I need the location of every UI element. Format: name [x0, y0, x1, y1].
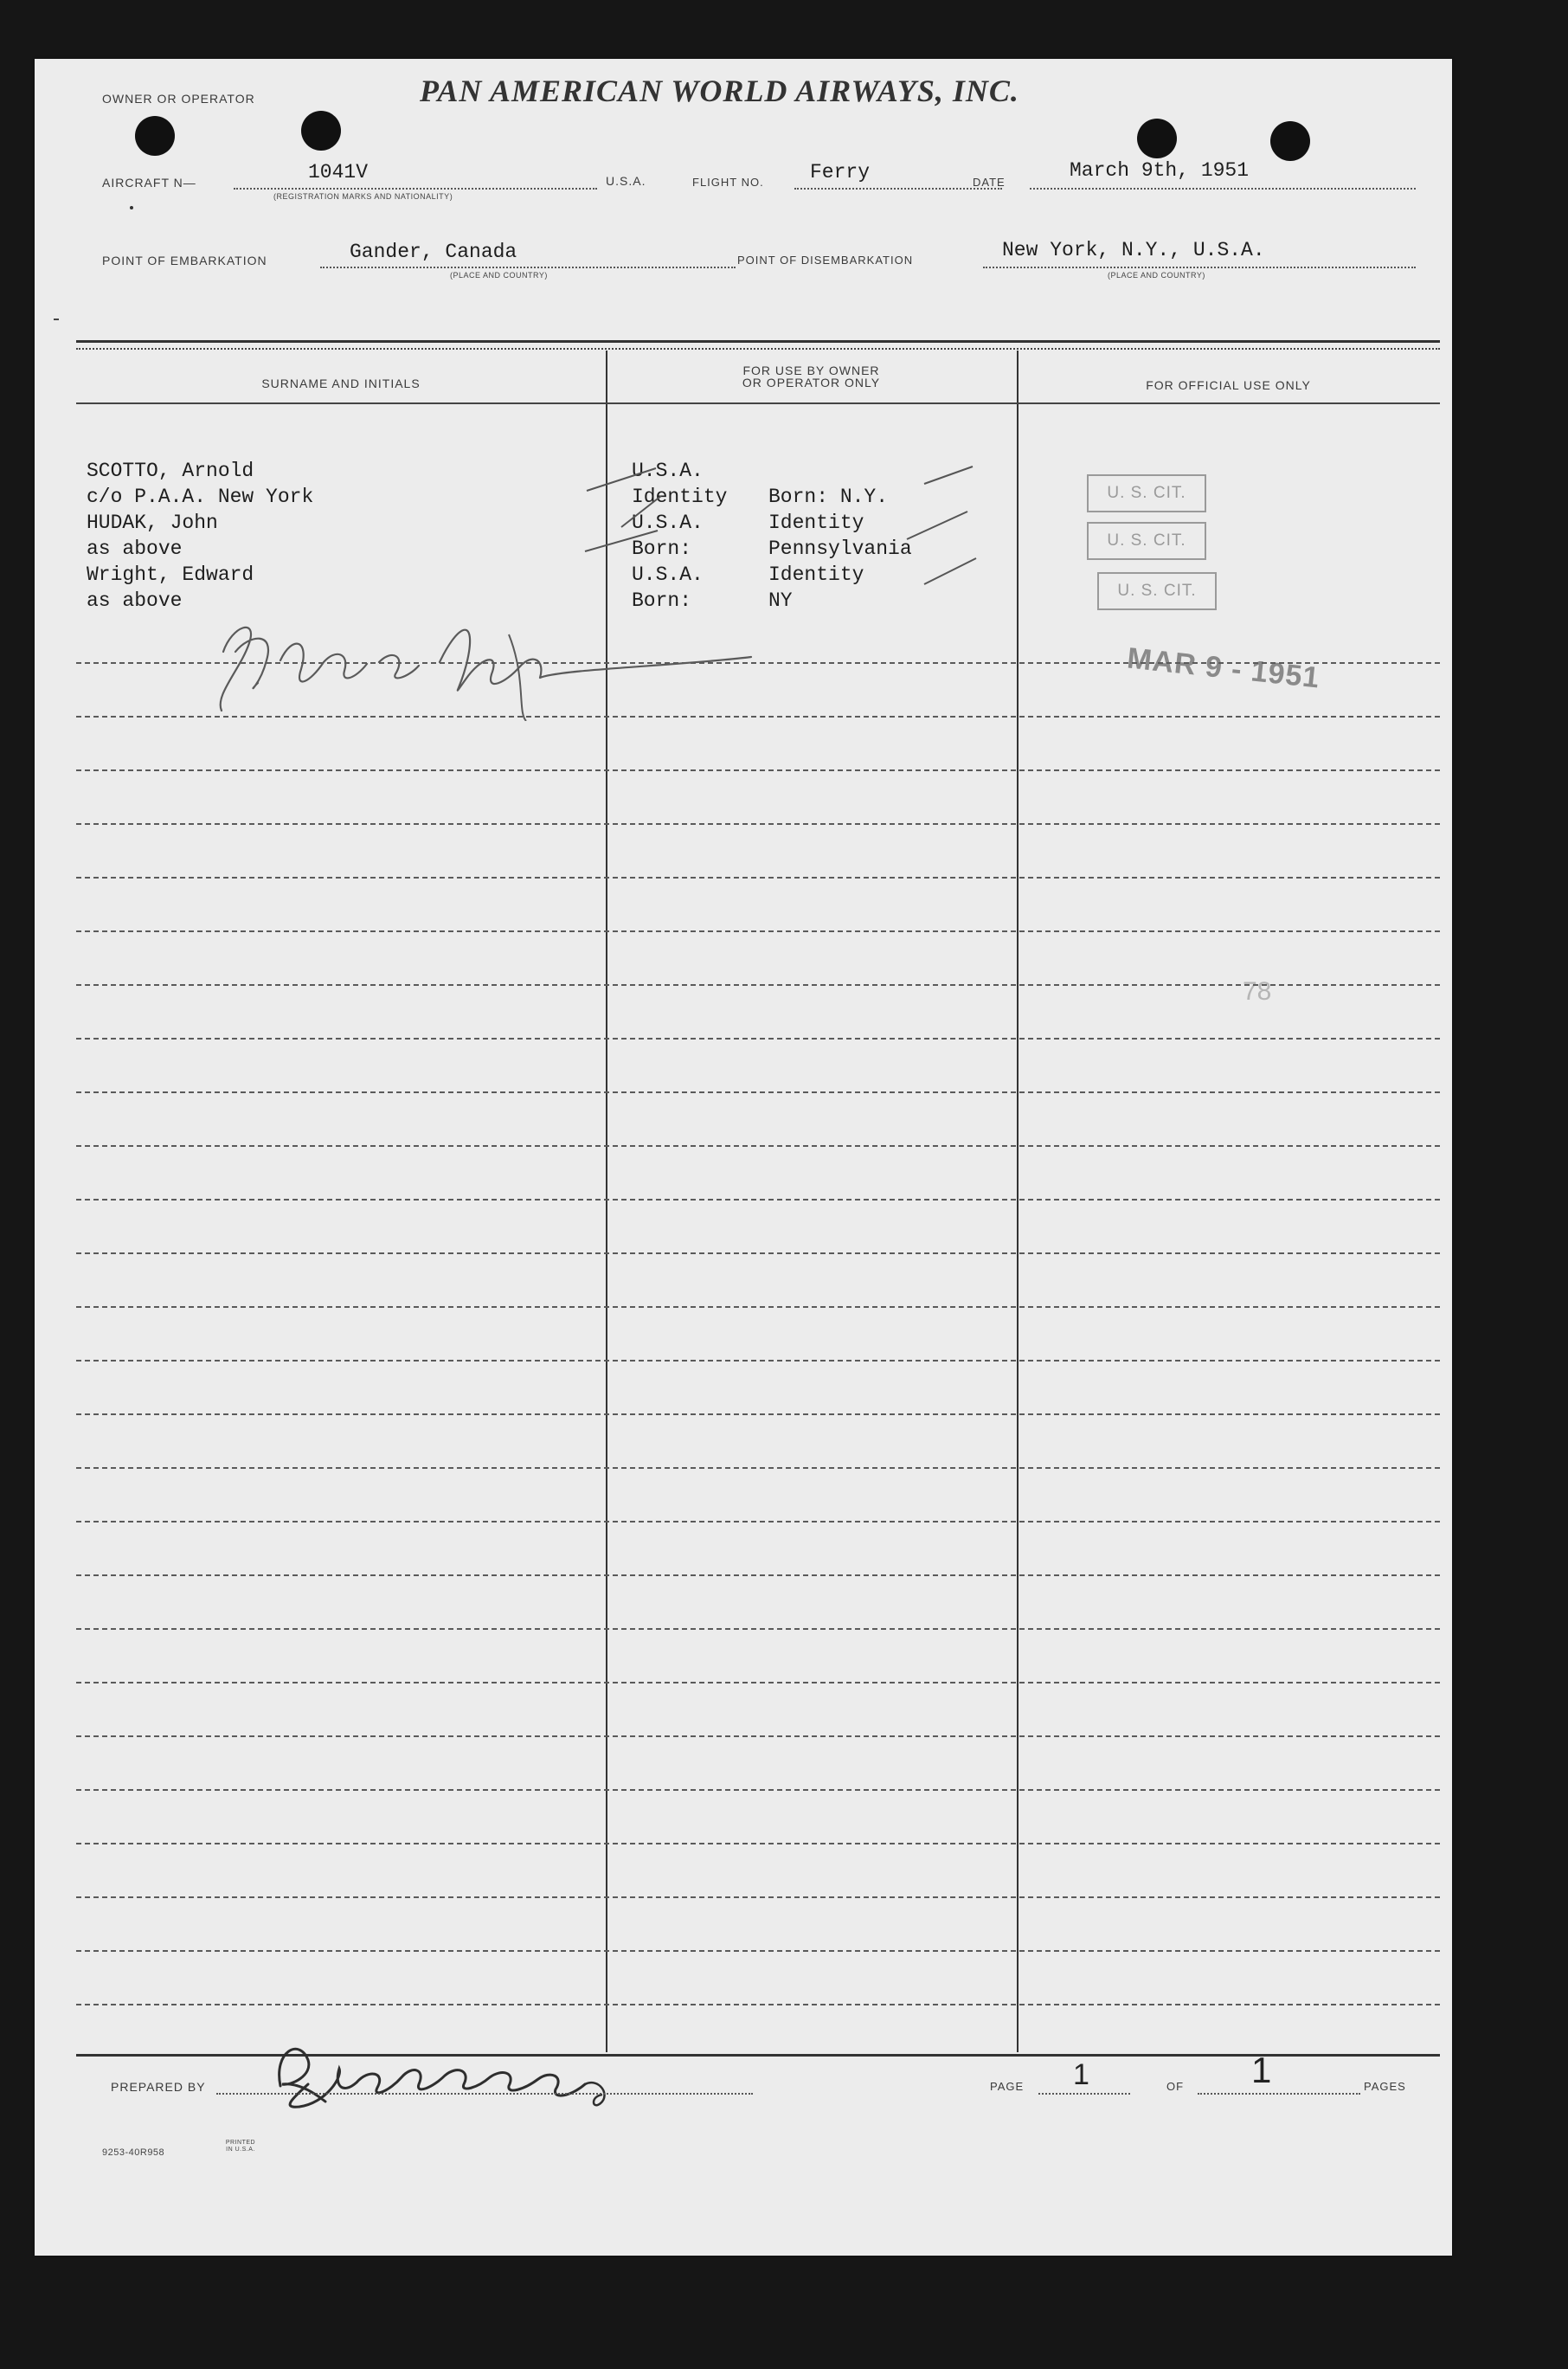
ruled-line: [76, 1306, 1440, 1308]
aircraft-label: AIRCRAFT N—: [102, 176, 196, 190]
header-separator: [76, 402, 1440, 404]
passenger-table: [76, 340, 1440, 2052]
of-label: OF: [1166, 2080, 1185, 2093]
disembark-value: New York, N.Y., U.S.A.: [1002, 239, 1265, 261]
owner-name: PAN AMERICAN WORLD AIRWAYS, INC.: [420, 74, 1019, 108]
ruled-line: [76, 716, 1440, 718]
ruled-line: [76, 2004, 1440, 2005]
embark-fill-line: [320, 267, 736, 268]
ruled-line: [76, 1682, 1440, 1683]
citizenship-stamp-1: U. S. CIT.: [1087, 474, 1206, 512]
row-1-name: SCOTTO, Arnold: [87, 460, 254, 482]
ruled-line: [76, 877, 1440, 879]
preparer-signature: [256, 2034, 672, 2112]
flight-value: Ferry: [810, 161, 871, 183]
ruled-line: [76, 1091, 1440, 1093]
ruled-line: [76, 1950, 1440, 1952]
row-4-name: as above: [87, 538, 183, 560]
column-divider-2: [1017, 351, 1019, 2052]
ruled-line: [76, 662, 1440, 664]
ruled-line: [76, 1843, 1440, 1844]
ruled-line: [76, 1628, 1440, 1630]
punch-hole-left-1: [135, 116, 175, 156]
row-2-use-b: Born: N.Y.: [768, 486, 889, 508]
passenger-signature: [197, 600, 872, 721]
date-label: DATE: [973, 176, 1006, 189]
embark-sublabel: (PLACE AND COUNTRY): [450, 271, 548, 280]
disembark-label: POINT OF DISEMBARKATION: [737, 254, 914, 267]
date-stamp: MAR 9 - 1951: [1125, 641, 1322, 695]
of-value: 1: [1251, 2050, 1272, 2090]
row-3-use-b: Identity: [768, 512, 864, 534]
table-top-rule-dotted: [76, 348, 1440, 350]
ruled-line: [76, 1413, 1440, 1415]
page-value: 1: [1073, 2058, 1089, 2091]
row-4-use-a: Born:: [632, 538, 692, 560]
flight-fill-line: [794, 188, 1002, 190]
page-label: PAGE: [990, 2080, 1025, 2093]
ruled-line: [76, 1467, 1440, 1469]
ruled-line: [76, 984, 1440, 986]
page-fill-line: [1038, 2093, 1130, 2095]
header-owner-use: [606, 364, 1017, 389]
row-2-use-a: Identity: [632, 486, 728, 508]
date-value: March 9th, 1951: [1070, 159, 1250, 182]
usa-label: U.S.A.: [606, 174, 646, 188]
citizenship-stamp-2: U. S. CIT.: [1087, 522, 1206, 560]
ruled-line: [76, 1199, 1440, 1201]
aircraft-sublabel: (REGISTRATION MARKS AND NATIONALITY): [273, 192, 453, 201]
row-1-use-a: U.S.A.: [632, 460, 704, 482]
embark-label: POINT OF EMBARKATION: [102, 254, 267, 267]
aircraft-value: 1041V: [308, 161, 369, 183]
stray-mark: [130, 206, 133, 209]
form-number: 9253-40R958: [102, 2147, 165, 2158]
aircraft-fill-line: [234, 188, 597, 190]
ruled-line: [76, 823, 1440, 825]
row-3-name: HUDAK, John: [87, 512, 218, 534]
disembark-sublabel: (PLACE AND COUNTRY): [1108, 271, 1205, 280]
row-6-use-b: NY: [768, 589, 793, 612]
punch-hole-right-1: [1137, 119, 1177, 158]
flight-label: FLIGHT NO.: [692, 176, 764, 189]
header-owner-use-line-2: OR OPERATOR ONLY: [742, 376, 881, 389]
ruled-line: [76, 769, 1440, 771]
ruled-line: [76, 1789, 1440, 1791]
row-5-name: Wright, Edward: [87, 563, 254, 586]
row-4-use-b: Pennsylvania: [768, 538, 912, 560]
ruled-line: [76, 1038, 1440, 1040]
row-2-name: c/o P.A.A. New York: [87, 486, 314, 508]
manifest-sheet: [35, 59, 1452, 2256]
punch-hole-right-2: [1270, 121, 1310, 161]
citizenship-stamp-3: U. S. CIT.: [1097, 572, 1217, 610]
embark-value: Gander, Canada: [350, 241, 517, 263]
stray-mark: [54, 319, 59, 320]
ruled-line: [76, 1145, 1440, 1147]
header-surname: SURNAME AND INITIALS: [261, 377, 421, 390]
pages-label: PAGES: [1364, 2080, 1406, 2093]
date-fill-line: [1030, 188, 1416, 190]
row-5-use-b: Identity: [768, 563, 864, 586]
ruled-line: [76, 1574, 1440, 1576]
ruled-line: [76, 1896, 1440, 1898]
of-fill-line: [1198, 2093, 1360, 2095]
row-3-use-a: U.S.A.: [632, 512, 704, 534]
ruled-line: [76, 930, 1440, 932]
owner-label: OWNER OR OPERATOR: [102, 92, 255, 106]
ruled-line: [76, 1252, 1440, 1254]
prepared-by-fill-line: [216, 2093, 753, 2095]
ruled-line: [76, 1521, 1440, 1522]
printed-note: PRINTED IN U.S.A.: [225, 2140, 256, 2153]
disembark-fill-line: [983, 267, 1416, 268]
punch-hole-left-2: [301, 111, 341, 151]
prepared-by-label: PREPARED BY: [111, 2080, 206, 2094]
row-5-use-a: U.S.A.: [632, 563, 704, 586]
row-6-name: as above: [87, 589, 183, 612]
row-6-use-a: Born:: [632, 589, 692, 612]
table-top-rule: [76, 340, 1440, 343]
pencil-note: 78: [1243, 977, 1272, 1006]
header-owner-use-line-1: FOR USE BY OWNER: [742, 364, 880, 377]
ruled-line: [76, 1735, 1440, 1737]
ruled-line: [76, 1360, 1440, 1362]
header-official-use: FOR OFFICIAL USE ONLY: [1146, 378, 1311, 392]
